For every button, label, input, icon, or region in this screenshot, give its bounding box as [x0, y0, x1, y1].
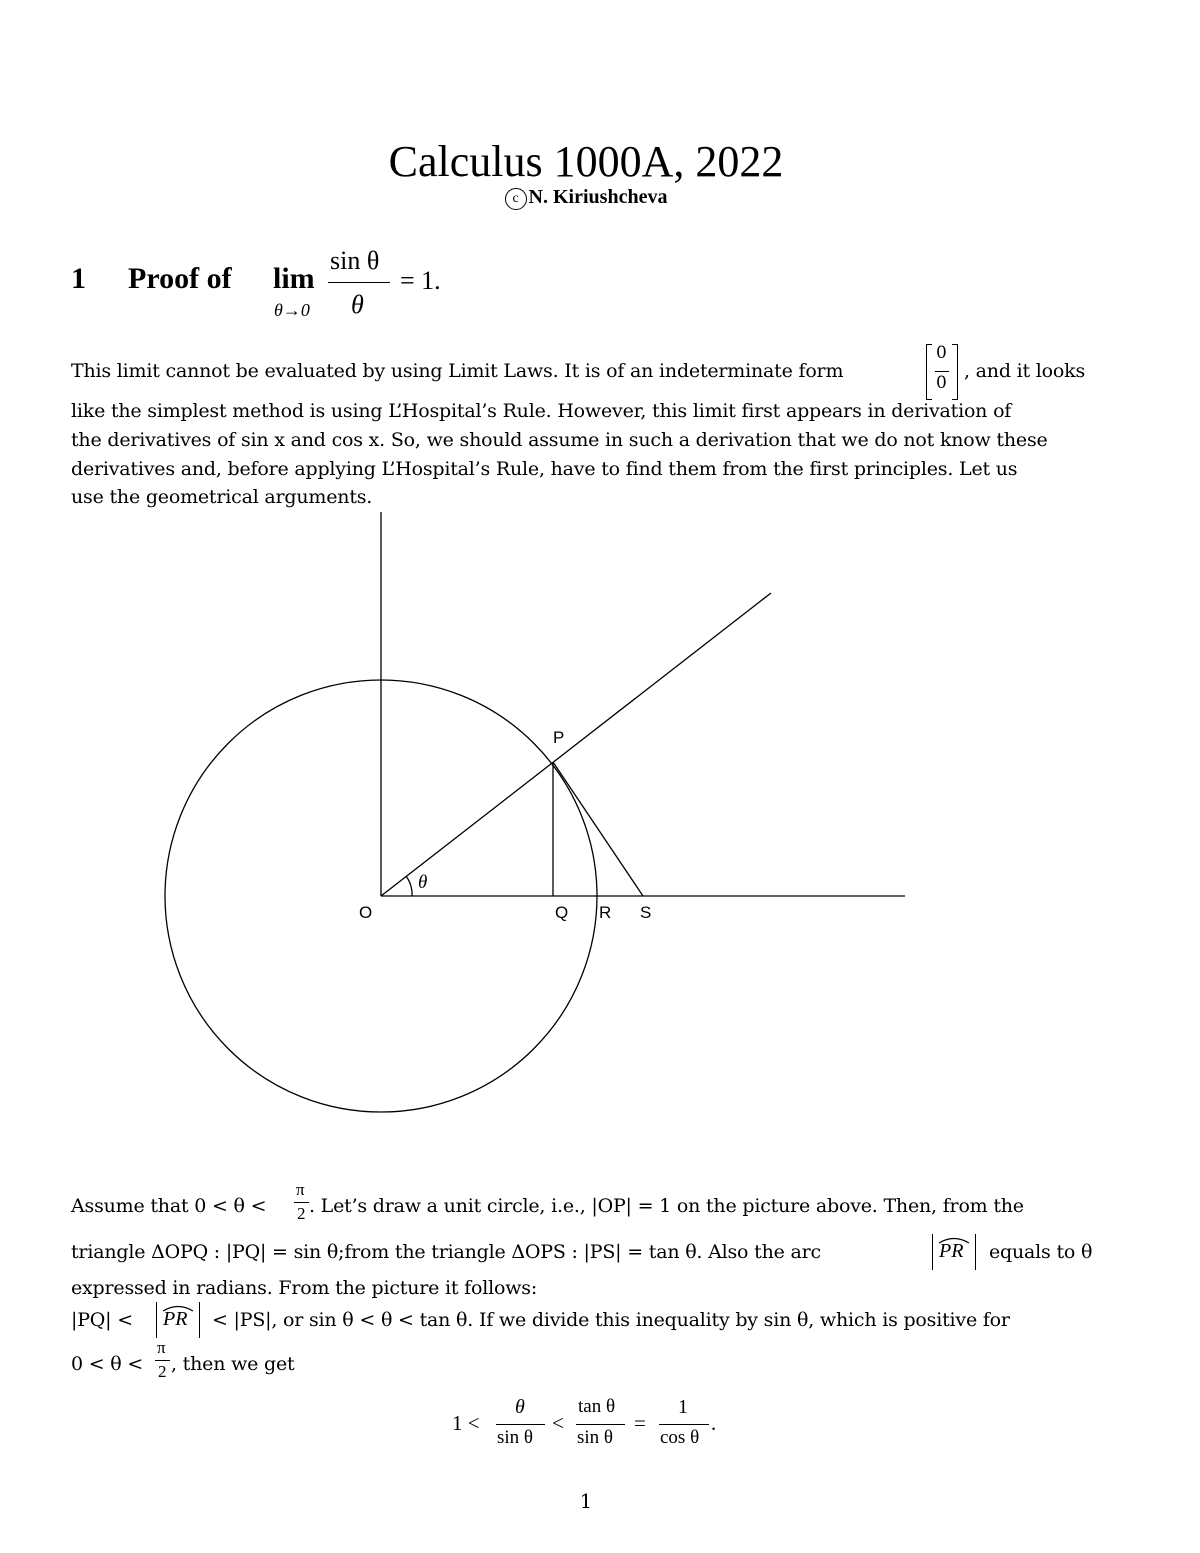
- eq-f3-bar: [659, 1424, 709, 1425]
- pi-numerator-2: π: [157, 1338, 166, 1357]
- body-line-2a: triangle ΔOPQ : |PQ| = sin θ;from the triangle ΔOPS : |PS| = tan θ. Also the arc: [71, 1241, 821, 1263]
- body-line-1b: . Let’s draw a unit circle, i.e., |OP| = 1 on the picture above. Then, from the: [309, 1195, 1024, 1217]
- pi-denominator-1: 2: [297, 1204, 306, 1223]
- pi-fraction-bar-1: [294, 1202, 309, 1203]
- lim-subscript: θ→0: [274, 300, 310, 320]
- heading-rhs: = 1.: [400, 266, 441, 295]
- label-s: S: [640, 903, 652, 922]
- arc-pr-label-1: PR: [939, 1240, 964, 1262]
- body-line-4a: |PQ| <: [71, 1309, 133, 1331]
- intro-line-4: derivatives and, before applying L’Hospital’s Rule, have to find them from the first principles. Let us: [71, 458, 1018, 480]
- intro-line-2: like the simplest method is using L’Hospital’s Rule. However, this limit first appears in derivation of: [71, 400, 1012, 422]
- pi-denominator-2: 2: [158, 1362, 167, 1381]
- author-name: N. Kiriushcheva: [528, 186, 668, 208]
- arc-hat-icon-2: [162, 1304, 194, 1312]
- body-line-5: [71, 1338, 1102, 1388]
- body-line-5a: 0 < θ <: [71, 1353, 144, 1375]
- lim-operator: lim: [273, 262, 315, 295]
- theta-arc: [406, 876, 412, 896]
- body-line-4: [71, 1300, 1102, 1340]
- intro-line-1b: , and it looks: [964, 360, 1086, 382]
- pi-numerator-1: π: [296, 1180, 305, 1199]
- pi-fraction-bar-2: [155, 1360, 170, 1361]
- arc-hat-icon-1: [938, 1236, 970, 1244]
- eq-equals: =: [634, 1411, 646, 1435]
- body-line-4b: < |PS|, or sin θ < θ < tan θ. If we divide this inequality by sin θ, which is positive for: [212, 1309, 1010, 1331]
- body-line-3: expressed in radians. From the picture it follows:: [71, 1277, 538, 1299]
- eq-f2-numerator: tan θ: [578, 1396, 616, 1417]
- label-o: O: [359, 903, 373, 922]
- eq-f2-bar: [576, 1424, 625, 1425]
- eq-end: .: [711, 1411, 717, 1435]
- segment-ps: [553, 762, 643, 896]
- eq-f1-denominator: sin θ: [497, 1427, 534, 1448]
- eq-lhs: 1 <: [452, 1411, 480, 1435]
- arc-pr-label-2: PR: [163, 1308, 188, 1330]
- section-number: 1: [71, 262, 86, 295]
- intro-line-1a: This limit cannot be evaluated by using Limit Laws. It is of an indeterminate form: [71, 360, 844, 382]
- body-line-2: [71, 1234, 1102, 1274]
- label-theta: θ: [418, 872, 428, 893]
- final-inequality: [452, 1394, 752, 1458]
- eq-f1-bar: [496, 1424, 545, 1425]
- copyright-icon: c: [505, 188, 527, 210]
- label-q: Q: [555, 903, 569, 922]
- arc-pr-abs-1: [932, 1234, 976, 1270]
- bracket-denominator: 0: [936, 373, 947, 393]
- eq-f3-numerator: 1: [678, 1396, 688, 1418]
- arc-pr-abs-2: [156, 1302, 200, 1338]
- label-r: R: [599, 903, 612, 922]
- heading-denominator: θ: [351, 290, 364, 319]
- body-line-1a: Assume that 0 < θ <: [71, 1195, 267, 1217]
- eq-f3-denominator: cos θ: [660, 1427, 700, 1448]
- body-line-5b: , then we get: [171, 1353, 295, 1375]
- page-number: 1: [579, 1489, 593, 1513]
- eq-f1-numerator: θ: [515, 1396, 525, 1418]
- heading-numerator: sin θ: [330, 246, 380, 275]
- section-title-prefix: Proof of: [128, 262, 232, 295]
- ray-op: [381, 593, 771, 896]
- eq-f2-denominator: sin θ: [577, 1427, 614, 1448]
- bracket-numerator: 0: [936, 343, 947, 363]
- label-p: P: [553, 728, 565, 747]
- intro-line-5: use the geometrical arguments.: [71, 486, 373, 508]
- body-line-2b: equals to θ: [989, 1241, 1093, 1263]
- body-line-1: [71, 1180, 1102, 1234]
- document-title: Calculus 1000A, 2022: [388, 137, 784, 186]
- eq-lt: <: [552, 1411, 564, 1435]
- intro-line-3: the derivatives of sin x and cos x. So, we should assume in such a derivation that we do not know these: [71, 429, 1048, 451]
